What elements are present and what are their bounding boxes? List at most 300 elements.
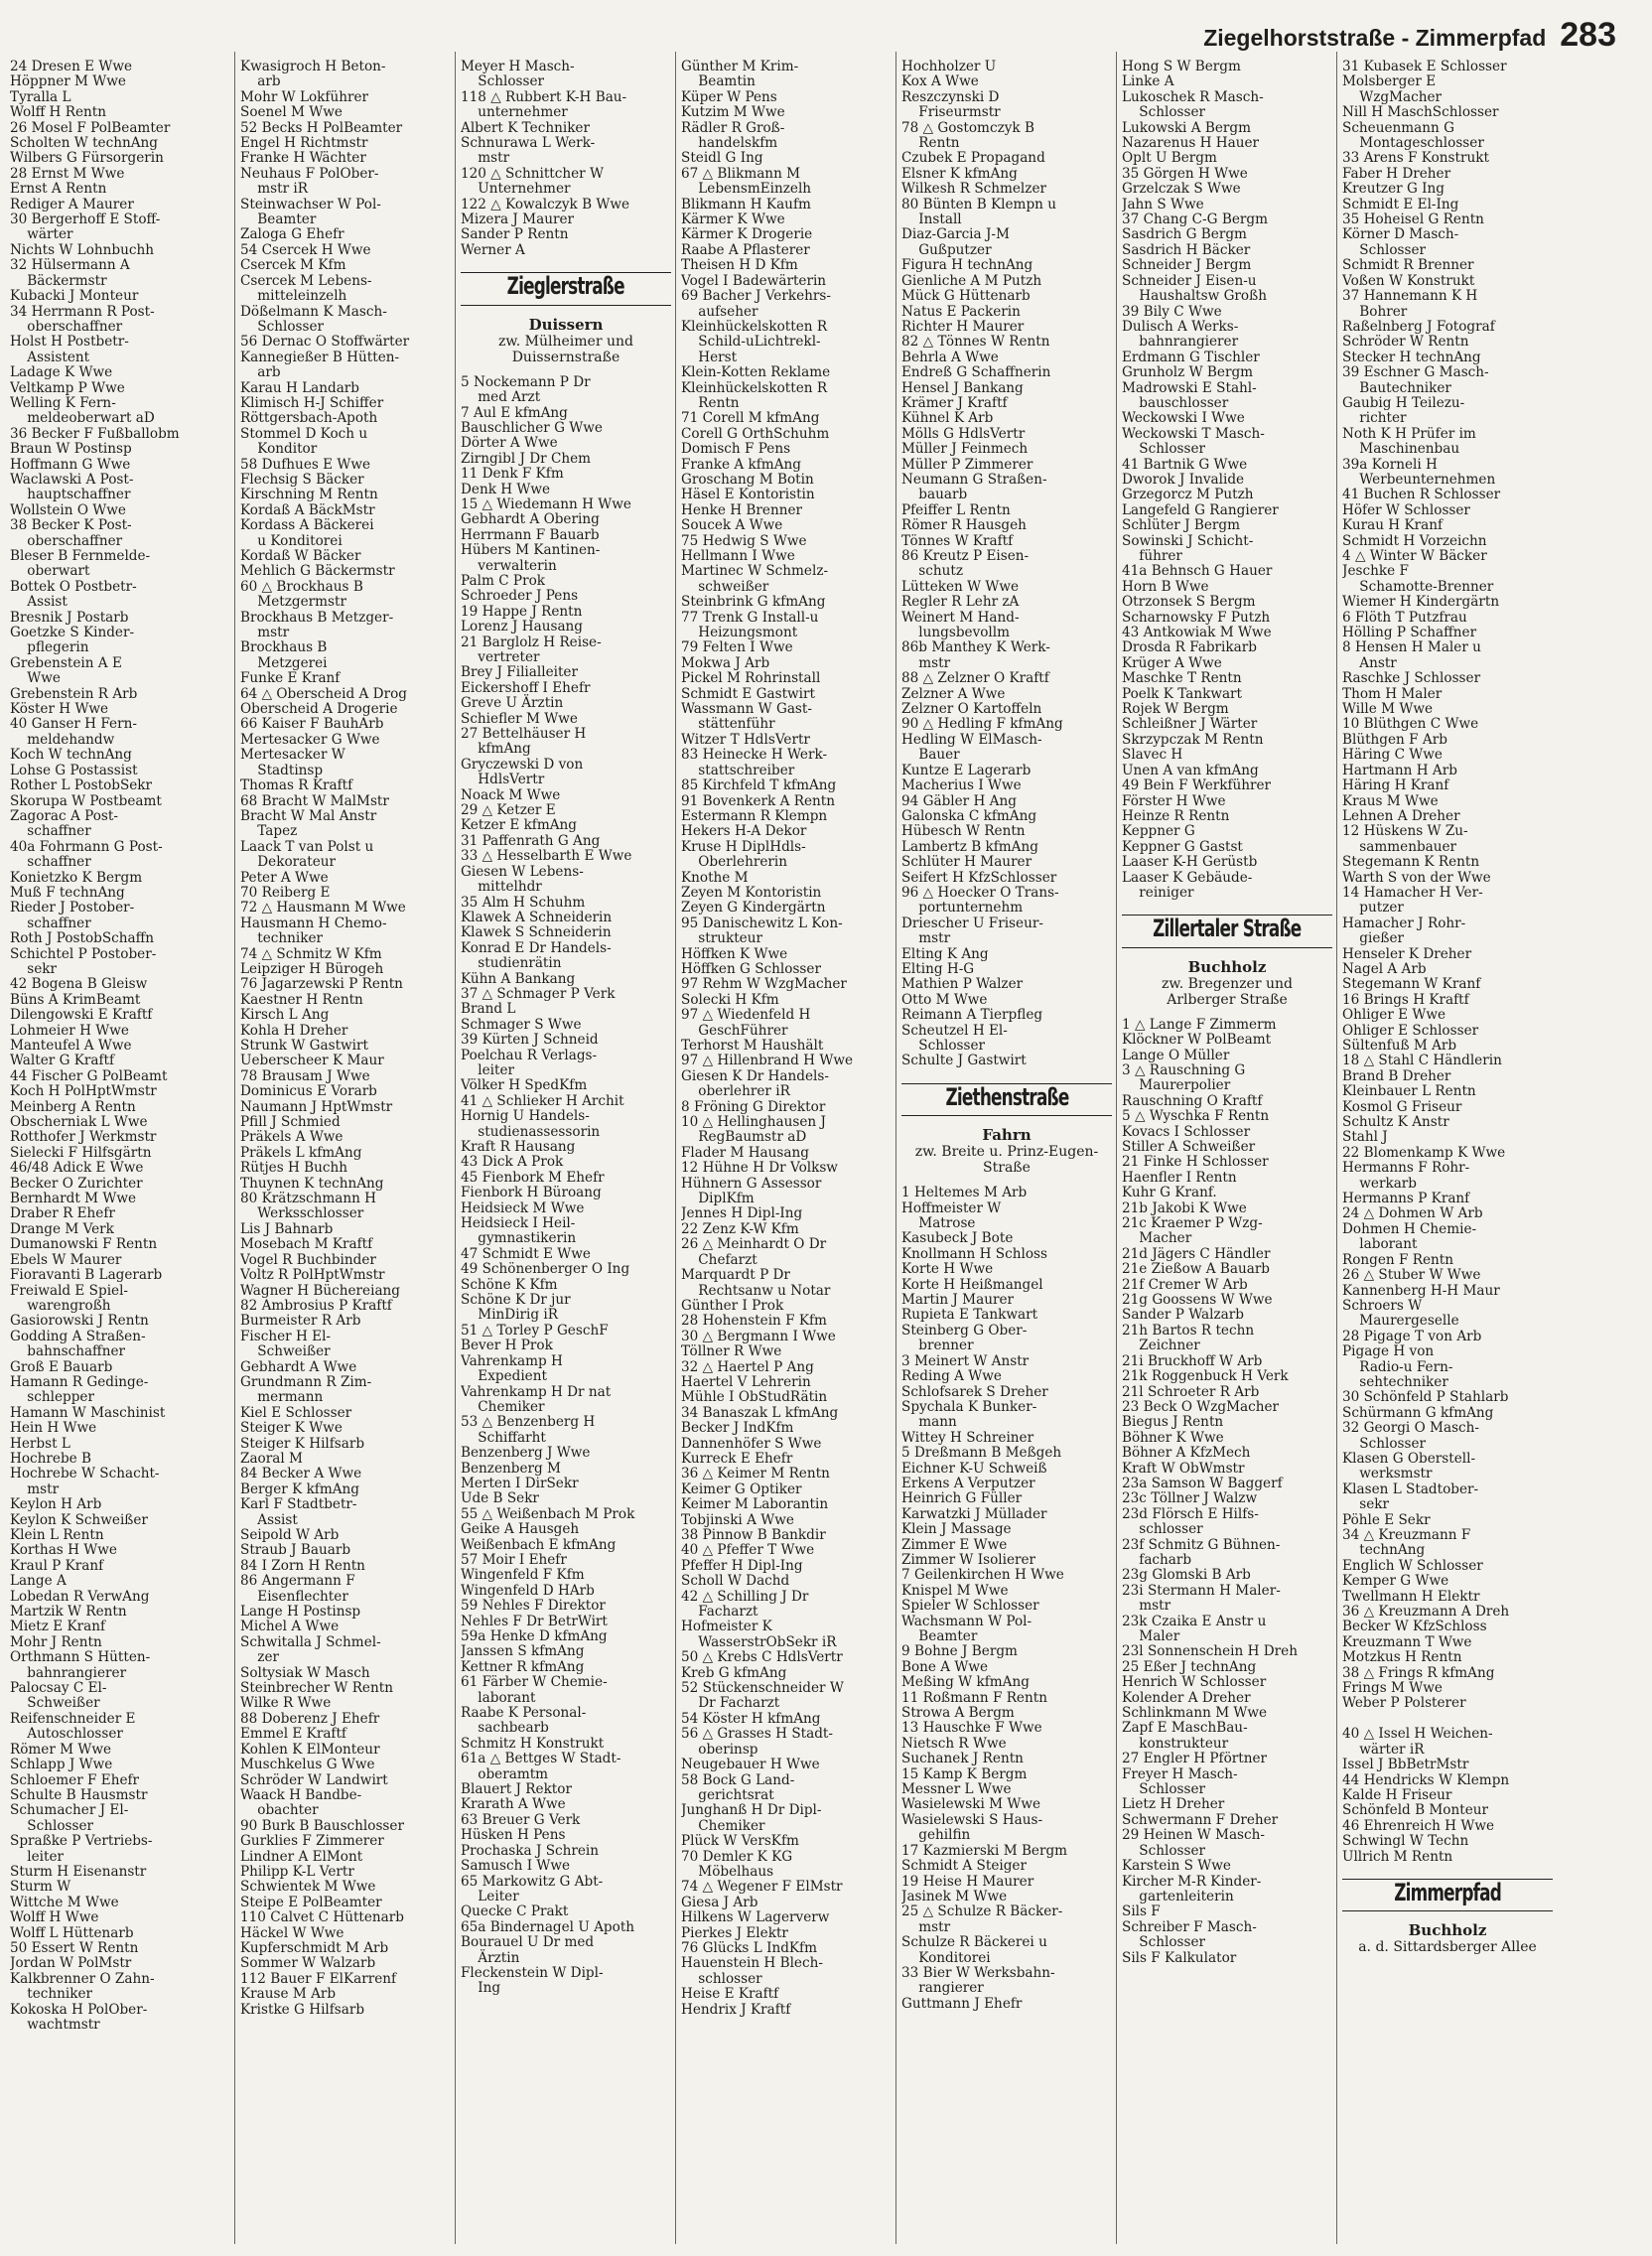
directory-entry: 3 Meinert W Anstr xyxy=(901,1352,1030,1369)
directory-entry: Facharzt xyxy=(681,1604,758,1621)
directory-entry: Krämer J Kraftf xyxy=(901,394,1008,411)
directory-entry: Palocsay C El- xyxy=(10,1680,107,1697)
directory-entry: Schürmann G kfmAng xyxy=(1342,1404,1494,1421)
directory-entry: Schwermann F Dreher xyxy=(1122,1811,1279,1828)
directory-entry: Keimer M Laborantin xyxy=(681,1496,829,1513)
directory-entry: facharb xyxy=(1122,1551,1192,1568)
directory-entry: Hensel J Bankang xyxy=(901,379,1024,396)
directory-entry: Hübesch W Rentn xyxy=(901,823,1026,840)
directory-entry: 36 △ Kreuzmann A Dreh xyxy=(1342,1604,1510,1621)
directory-entry: oberamtm xyxy=(461,1765,549,1782)
directory-entry: 26 △ Stuber W Wwe xyxy=(1342,1267,1481,1284)
directory-entry: 49 Bein F Werkführer xyxy=(1122,777,1272,794)
directory-entry: Maschinenbau xyxy=(1342,441,1460,458)
directory-entry: Martinec W Schmelz- xyxy=(681,563,829,580)
directory-entry: 11 Denk F Kfm xyxy=(461,466,564,483)
directory-entry: Philipp K-L Vertr xyxy=(240,1863,354,1880)
directory-entry: Zapf E MaschBau- xyxy=(1122,1720,1248,1737)
directory-entry: 91 Bovenkerk A Rentn xyxy=(681,792,836,809)
directory-entry: Assist xyxy=(240,1511,298,1528)
directory-entry: 37 Chang C-G Bergm xyxy=(1122,212,1268,228)
directory-entry: Gußputzer xyxy=(901,241,992,258)
directory-entry: Keylon H Arb xyxy=(10,1496,102,1513)
directory-entry: Jeschke F xyxy=(1342,563,1409,580)
directory-entry: Steidl G Ing xyxy=(681,150,763,167)
directory-entry: Thomas R Kraftf xyxy=(240,777,353,794)
directory-entry: schlosser xyxy=(681,1970,762,1987)
street-heading xyxy=(461,272,671,305)
directory-entry: Kosmol G Friseur xyxy=(1342,1098,1462,1115)
directory-entry: pflegerin xyxy=(10,639,89,656)
directory-entry: Dekorateur xyxy=(240,854,337,871)
directory-entry: 33 Bier W Werksbahn- xyxy=(901,1964,1055,1981)
directory-entry: 84 Becker A Wwe xyxy=(240,1466,362,1482)
directory-entry: Oplt U Bergm xyxy=(1122,150,1217,167)
directory-entry: 13 Hauschke F Wwe xyxy=(901,1720,1042,1737)
directory-entry: Chefarzt xyxy=(681,1251,757,1268)
directory-entry: Rotthofer J Werkmstr xyxy=(10,1129,157,1146)
directory-entry: Franke A kfmAng xyxy=(681,456,801,473)
directory-entry: Becker W KfzSchloss xyxy=(1342,1619,1487,1635)
directory-entry: meldeoberwart aD xyxy=(10,410,155,427)
directory-entry: Kühn A Bankang xyxy=(461,970,576,987)
directory-entry: Rentn xyxy=(901,135,960,152)
directory-entry: 53 △ Benzenberg H xyxy=(461,1414,596,1431)
directory-entry: Schmager S Wwe xyxy=(461,1016,582,1033)
directory-entry: Hamacher J Rohr- xyxy=(1342,915,1466,931)
directory-entry: Günther M Krim- xyxy=(681,60,799,74)
directory-entry: Drange M Verk xyxy=(10,1220,114,1237)
directory-entry: Lehnen A Dreher xyxy=(1342,807,1460,824)
directory-entry: 29 Heinen W Masch- xyxy=(1122,1827,1265,1844)
directory-entry: Hein H Wwe xyxy=(10,1420,97,1437)
directory-entry: Lohse G Postassist xyxy=(10,762,138,778)
directory-entry: 38 △ Frings R kfmAng xyxy=(1342,1664,1495,1681)
directory-entry: 23k Czaika E Anstr u xyxy=(1122,1613,1267,1629)
directory-entry: 90 △ Hedling F kfmAng xyxy=(901,716,1063,733)
directory-entry: Neugebauer H Wwe xyxy=(681,1757,820,1773)
directory-entry: Ärztin xyxy=(461,1949,520,1966)
directory-entry: Peter A Wwe xyxy=(240,869,329,886)
directory-entry: zer xyxy=(240,1649,279,1666)
directory-entry: Mühle I ObStudRätin xyxy=(681,1389,828,1406)
directory-entry: Beamter xyxy=(901,1628,978,1644)
directory-entry: Schlapp J Wwe xyxy=(10,1757,113,1773)
directory-entry: Denk H Wwe xyxy=(461,481,551,497)
directory-entry: Sasdrich H Bäcker xyxy=(1122,241,1251,258)
directory-entry: Muß F technAng xyxy=(10,884,125,901)
directory-entry: Giesen W Lebens- xyxy=(461,863,584,880)
directory-entry: Schreiber F Masch- xyxy=(1122,1918,1257,1935)
directory-entry: Schild-uLichtrekl- xyxy=(681,334,821,351)
directory-entry: Expedient xyxy=(461,1368,547,1385)
directory-entry: 118 △ Rubbert K-H Bau- xyxy=(461,88,627,105)
directory-entry: sachbearb xyxy=(461,1720,549,1737)
directory-entry: Kovacs I Schlosser xyxy=(1122,1123,1251,1140)
directory-entry: Grzelczak S Wwe xyxy=(1122,181,1241,198)
directory-entry: Raabe K Personal- xyxy=(461,1705,587,1722)
directory-entry: Dohmen H Chemie- xyxy=(1342,1220,1477,1237)
directory-entry: Neumann G Straßen- xyxy=(901,471,1047,488)
directory-entry: Hermanns F Rohr- xyxy=(1342,1160,1470,1177)
directory-entry: Kettner R kfmAng xyxy=(461,1658,585,1675)
directory-entry: Rediger A Maurer xyxy=(10,196,134,212)
directory-entry: Reifenschneider E xyxy=(10,1710,136,1727)
directory-entry: Schneider J Bergm xyxy=(1122,257,1252,274)
directory-entry: Heinze R Rentn xyxy=(1122,807,1230,824)
directory-entry: arb xyxy=(240,73,281,90)
directory-entry: Engel H Richtmstr xyxy=(240,135,368,152)
directory-entry: Wolff H Rentn xyxy=(10,104,106,121)
directory-entry: Dilengowski E Kraftf xyxy=(10,1007,153,1024)
directory-entry: Stiller A Schweißer xyxy=(1122,1139,1256,1155)
directory-entry: Goetzke S Kinder- xyxy=(10,625,135,641)
directory-entry: Natus E Packerin xyxy=(901,303,1021,320)
directory-entry: 30 Bergerhoff E Stoff- xyxy=(10,212,161,228)
directory-entry: Prochaska J Schrein xyxy=(461,1842,600,1859)
directory-entry: Dworok J Invalide xyxy=(1122,471,1245,488)
directory-entry xyxy=(1342,1712,1553,1727)
directory-entry: 57 Moir I Ehefr xyxy=(461,1551,567,1568)
directory-entry: Pfill J Schmied xyxy=(240,1114,341,1131)
directory-entry: Dörter A Wwe xyxy=(461,435,558,452)
directory-entry: Dößelmann K Masch- xyxy=(240,303,387,320)
directory-entry: 120 △ Schnittcher W xyxy=(461,165,604,182)
directory-entry: Obscherniak L Wwe xyxy=(10,1114,148,1131)
directory-entry: Godding A Straßen- xyxy=(10,1328,146,1344)
directory-entry: Kraft R Hausang xyxy=(461,1139,576,1155)
directory-entry: 78 △ Gostomczyk B xyxy=(901,119,1034,136)
directory-entry: 83 Heinecke H Werk- xyxy=(681,747,828,764)
directory-entry: Nagel A Arb xyxy=(1342,960,1427,977)
column-1 xyxy=(10,60,230,2244)
directory-entry: Motzkus H Rentn xyxy=(1342,1649,1462,1666)
directory-entry: 49 Schönenberger O Ing xyxy=(461,1261,630,1278)
directory-entry: Franke H Wächter xyxy=(240,150,366,167)
directory-entry: 77 Trenk G Install-u xyxy=(681,609,819,626)
directory-entry: Werner A xyxy=(461,241,525,258)
directory-entry: Mehlich G Bäckermstr xyxy=(240,563,395,580)
column-7 xyxy=(1342,60,1553,2244)
directory-entry: Hellmann I Wwe xyxy=(681,548,795,564)
directory-entry: Kupferschmidt M Arb xyxy=(240,1939,389,1956)
directory-entry: Weckowski I Wwe xyxy=(1122,410,1245,427)
directory-entry: Lukoschek R Masch- xyxy=(1122,88,1264,105)
directory-entry: gartenleiterin xyxy=(1122,1888,1234,1904)
directory-entry: hauptschaffner xyxy=(10,487,131,503)
directory-entry: gießer xyxy=(1342,930,1405,947)
directory-entry: Funke E Kranf xyxy=(240,670,341,687)
directory-entry: Förster H Wwe xyxy=(1122,792,1226,809)
directory-entry: handelskfm xyxy=(681,135,778,152)
directory-entry: gymnastikerin xyxy=(461,1230,577,1247)
directory-entry: mstr xyxy=(901,654,951,671)
directory-entry: Hoffmann G Wwe xyxy=(10,456,131,473)
directory-entry: 35 Hoheisel G Rentn xyxy=(1342,212,1484,228)
directory-entry: Sommer W Walzarb xyxy=(240,1955,376,1972)
directory-entry: Präkels A Wwe xyxy=(240,1129,344,1146)
directory-entry: Geike A Hausgeh xyxy=(461,1521,580,1538)
directory-entry: Schlosser xyxy=(1122,1842,1205,1859)
directory-entry: Flechsig S Bäcker xyxy=(240,471,364,488)
directory-entry: mstr xyxy=(240,625,290,641)
directory-entry: Mokwa J Arb xyxy=(681,654,770,671)
directory-entry: 37 △ Schmager P Verk xyxy=(461,985,616,1002)
directory-entry: 51 △ Torley P GeschF xyxy=(461,1322,609,1339)
directory-entry: Frings M Wwe xyxy=(1342,1680,1443,1697)
directory-entry: mann xyxy=(901,1414,957,1431)
directory-entry: Issel J BbBetrMstr xyxy=(1342,1757,1469,1773)
directory-entry: mstr xyxy=(461,150,510,167)
directory-entry: mittelhdr xyxy=(461,879,542,896)
directory-entry: Pöhle E Sekr xyxy=(1342,1511,1431,1528)
directory-entry: 59a Henke D kfmAng xyxy=(461,1628,608,1644)
directory-entry: Pigage H von xyxy=(1342,1343,1435,1360)
directory-entry: Henke H Brenner xyxy=(681,501,803,518)
directory-entry: Maler xyxy=(1122,1628,1180,1644)
column-5 xyxy=(901,60,1112,2244)
directory-entry: Zirngibl J Dr Chem xyxy=(461,450,592,467)
directory-entry: Englich W Schlosser xyxy=(1342,1557,1483,1574)
directory-entry: 23g Glomski B Arb xyxy=(1122,1567,1251,1584)
directory-entry: 8 Fröning G Direktor xyxy=(681,1098,826,1115)
street-range: Arlberger Straße xyxy=(1167,991,1288,1008)
directory-entry: Rütjes H Buchh xyxy=(240,1160,348,1177)
directory-entry: 97 △ Hillenbrand H Wwe xyxy=(681,1053,854,1069)
directory-entry: mermann xyxy=(240,1389,324,1406)
directory-entry: Schlosser xyxy=(461,73,544,90)
directory-entry: Emmel E Kraftf xyxy=(240,1726,346,1743)
directory-entry: 78 Brausam J Wwe xyxy=(240,1067,370,1084)
directory-entry: Warth S von der Wwe xyxy=(1342,869,1491,886)
directory-entry: 52 Becks H PolBeamter xyxy=(240,119,403,136)
directory-entry: unternehmer xyxy=(461,104,568,121)
directory-entry: Hochrebe W Schacht- xyxy=(10,1466,160,1482)
directory-entry: Gasiorowski J Rentn xyxy=(10,1313,149,1330)
directory-entry: Schwientek M Wwe xyxy=(240,1879,376,1896)
directory-entry: Töllner R Wwe xyxy=(681,1343,782,1360)
directory-entry: 8 Hensen H Maler u xyxy=(1342,639,1481,656)
directory-entry: studienassessorin xyxy=(461,1123,601,1140)
directory-entry: Kircher M-R Kinder- xyxy=(1122,1873,1262,1890)
directory-entry: Kuntze E Lagerarb xyxy=(901,762,1032,778)
directory-entry: Kannenberg H-H Maur xyxy=(1342,1282,1500,1299)
directory-entry: Michel A Wwe xyxy=(240,1619,340,1635)
directory-entry: 75 Hedwig S Wwe xyxy=(681,532,807,549)
directory-entry: Lohmeier H Wwe xyxy=(10,1022,129,1039)
directory-entry: Walter G Kraftf xyxy=(10,1053,115,1069)
directory-entry: Klawek S Schneiderin xyxy=(461,924,612,941)
directory-entry: 37 Hannemann K H xyxy=(1342,288,1478,305)
directory-entry: Tobjinski A Wwe xyxy=(681,1511,794,1528)
directory-entry: Hedling W ElMasch- xyxy=(901,731,1042,748)
directory-entry: 88 Doberenz J Ehefr xyxy=(240,1710,380,1727)
directory-entry: 39 Bily C Wwe xyxy=(1122,303,1222,320)
directory-entry: Werksschlosser xyxy=(240,1205,364,1222)
directory-entry: 23d Flörsch E Hilfs- xyxy=(1122,1505,1259,1522)
directory-entry: Grunholz W Bergm xyxy=(1122,364,1254,381)
directory-entry: 25 Eßer J technAng xyxy=(1122,1658,1257,1675)
directory-entry: Scheutzel H El- xyxy=(901,1022,1008,1039)
directory-entry: 71 Corell M kfmAng xyxy=(681,410,820,427)
column-6 xyxy=(1122,60,1332,2244)
directory-entry: Figura H technAng xyxy=(901,257,1033,274)
directory-entry: Hühnern G Assessor xyxy=(681,1175,822,1192)
directory-entry: 50 △ Krebs C HdlsVertr xyxy=(681,1649,843,1666)
directory-entry: Häsel E Kontoristin xyxy=(681,487,815,503)
directory-entry: Schichtel P Postober- xyxy=(10,945,157,962)
directory-entry: Zelzner A Wwe xyxy=(901,685,1006,702)
directory-entry: Karwatzki J Müllader xyxy=(901,1505,1047,1522)
directory-entry: 43 Dick A Prok xyxy=(461,1154,564,1171)
directory-entry: Jahn S Wwe xyxy=(1122,196,1204,212)
directory-entry: Becker J IndKfm xyxy=(681,1420,794,1437)
directory-entry: Roth J PostobSchaffn xyxy=(10,930,155,947)
directory-entry: Raabe A Pflasterer xyxy=(681,241,810,258)
directory-entry: Raßelnberg J Fotograf xyxy=(1342,318,1495,335)
directory-entry: technAng xyxy=(1342,1542,1426,1559)
directory-entry: Burmeister R Arb xyxy=(240,1313,361,1330)
directory-entry: Friseurmstr xyxy=(901,104,1001,121)
directory-entry: Voßen W Konstrukt xyxy=(1342,272,1475,289)
directory-entry: 55 △ Weißenbach M Prok xyxy=(461,1505,635,1522)
directory-entry: Koch H PolHptWmstr xyxy=(10,1083,157,1100)
directory-entry: Korte H Heißmangel xyxy=(901,1276,1043,1293)
directory-entry: Schlüter J Bergm xyxy=(1122,517,1241,534)
directory-entry: Klawek A Schneiderin xyxy=(461,909,613,925)
directory-entry: Heizungsmont xyxy=(681,625,798,641)
directory-entry: 33 △ Hesselbarth E Wwe xyxy=(461,848,632,865)
directory-entry: 84 I Zorn H Rentn xyxy=(240,1557,365,1574)
directory-entry: Jordan W PolMstr xyxy=(10,1955,132,1972)
directory-entry: Heidsieck I Heil- xyxy=(461,1215,576,1232)
directory-entry: Theisen H D Kfm xyxy=(681,257,798,274)
directory-entry: MinDirig iR xyxy=(461,1307,559,1324)
directory-entry: Kirsch L Ang xyxy=(240,1007,330,1024)
directory-entry: 65a Bindernagel U Apoth xyxy=(461,1918,635,1935)
directory-entry: Sander P Walzarb xyxy=(1122,1307,1244,1324)
directory-entry: 19 Heise H Maurer xyxy=(901,1873,1034,1890)
directory-entry: Weckowski T Masch- xyxy=(1122,425,1265,442)
directory-entry: 41 Buchen R Schlosser xyxy=(1342,487,1501,503)
directory-entry: 21l Schroeter R Arb xyxy=(1122,1383,1260,1400)
directory-entry: Krüger A Wwe xyxy=(1122,654,1222,671)
directory-entry: Höfer W Schlosser xyxy=(1342,501,1470,518)
directory-entry: Kleinhückelskotten R xyxy=(681,318,828,335)
directory-entry: Steiger K Hilfsarb xyxy=(240,1435,365,1452)
directory-entry: Hoffmeister W xyxy=(901,1199,1002,1216)
directory-entry: 97 Rehm W WzgMacher xyxy=(681,976,847,993)
directory-entry: Martin J Maurer xyxy=(901,1292,1014,1309)
directory-entry: Wille M Wwe xyxy=(1342,701,1434,718)
directory-entry: Körner D Masch- xyxy=(1342,226,1459,243)
directory-entry: Wilkesh R Schmelzer xyxy=(901,181,1046,198)
directory-entry: Orthmann S Hütten- xyxy=(10,1649,151,1666)
directory-entry: 40 △ Pfeffer T Wwe xyxy=(681,1542,815,1559)
column-3 xyxy=(461,60,671,2244)
directory-entry: bahnschaffner xyxy=(10,1343,126,1360)
directory-entry: Grundmann R Zim- xyxy=(240,1373,372,1390)
directory-entry: Laaser K Gebäude- xyxy=(1122,869,1253,886)
directory-entry: Mück G Hüttenarb xyxy=(901,288,1031,305)
directory-entry: Wasielewski M Wwe xyxy=(901,1796,1041,1813)
directory-entry: 14 Hamacher H Ver- xyxy=(1342,884,1483,901)
directory-entry: 7 Geilenkirchen H Wwe xyxy=(901,1567,1064,1584)
directory-entry: Möbelhaus xyxy=(681,1863,774,1880)
directory-entry: Klimisch H-J Schiffer xyxy=(240,394,384,411)
directory-entry: Schlofsarek S Dreher xyxy=(901,1383,1048,1400)
directory-entry: Schmidt H Vorzeichn xyxy=(1342,532,1487,549)
directory-entry: Sils F Kalkulator xyxy=(1122,1949,1237,1966)
directory-entry: 56 △ Grasses H Stadt- xyxy=(681,1726,833,1743)
directory-entry: Lorenz J Hausang xyxy=(461,619,584,635)
directory-entry: 9 Bohne J Bergm xyxy=(901,1643,1018,1660)
directory-entry: Eisenflechter xyxy=(240,1588,348,1605)
directory-entry: Seipold W Arb xyxy=(240,1527,340,1543)
directory-entry: Rädler R Groß- xyxy=(681,119,785,136)
directory-entry: Schmidt E Gastwirt xyxy=(681,685,815,702)
directory-entry: schaffner xyxy=(10,915,91,931)
directory-entry: Martzik W Rentn xyxy=(10,1604,127,1621)
directory-entry: Henrich W Schlosser xyxy=(1122,1674,1267,1691)
directory-entry: 72 △ Hausmann M Wwe xyxy=(240,900,406,916)
directory-entry: Spieler W Schlosser xyxy=(901,1598,1039,1615)
directory-entry: Fienbork H Büroang xyxy=(461,1185,602,1201)
directory-entry: Wilke R Wwe xyxy=(240,1695,332,1712)
directory-entry: 11 Roßmann F Rentn xyxy=(901,1689,1047,1706)
directory-entry: Estermann R Klempn xyxy=(681,807,828,824)
directory-entry: Zeyen G Kindergärtn xyxy=(681,900,826,916)
directory-entry: 39a Korneli H xyxy=(1342,456,1438,473)
directory-entry: Thom H Maler xyxy=(1342,685,1443,702)
directory-entry: Ebels W Maurer xyxy=(10,1251,122,1268)
directory-entry: Blüthgen F Arb xyxy=(1342,731,1447,748)
directory-entry: 44 Hendricks W Klempn xyxy=(1342,1771,1510,1788)
directory-entry: 1 △ Lange F Zimmerm xyxy=(1122,1016,1277,1033)
directory-entry: 15 △ Wiedemann H Wwe xyxy=(461,495,631,512)
directory-entry: Welling K Fern- xyxy=(10,394,116,411)
directory-entry: Gebhardt A Obering xyxy=(461,511,600,528)
directory-entry: Wingenfeld D HArb xyxy=(461,1582,595,1599)
directory-entry: 23c Töllner J Walzw xyxy=(1122,1490,1258,1507)
directory-entry: Karau H Landarb xyxy=(240,379,360,396)
directory-entry: Rupieta E Tankwart xyxy=(901,1307,1038,1324)
directory-entry: Faber H Dreher xyxy=(1342,165,1451,182)
directory-entry: Lambertz B kfmAng xyxy=(901,838,1038,855)
directory-entry: Karl F Stadtbetr- xyxy=(240,1496,357,1513)
directory-entry: schutz xyxy=(901,563,964,580)
directory-entry: Skrzypczak M Rentn xyxy=(1122,731,1264,748)
directory-entry: Laaser K-H Gerüstb xyxy=(1122,854,1258,871)
directory-entry: 17 Kazmierski M Bergm xyxy=(901,1842,1068,1859)
directory-entry: 86 Kreutz P Eisen- xyxy=(901,548,1030,564)
directory-entry: Schloemer F Ehefr xyxy=(10,1771,140,1788)
directory-entry: 28 Ernst M Wwe xyxy=(10,165,125,182)
directory-entry: 70 Reiberg E xyxy=(240,884,331,901)
directory-entry: Kutzim M Wwe xyxy=(681,104,785,121)
directory-entry: Schneider J Eisen-u xyxy=(1122,272,1257,289)
directory-entry: Röttgersbach-Apoth xyxy=(240,410,378,427)
directory-entry: Dannenhöfer S Wwe xyxy=(681,1435,822,1452)
directory-entry: Tapez xyxy=(240,823,298,840)
directory-entry: Böhner K Wwe xyxy=(1122,1429,1224,1446)
directory-entry: 4 △ Winter W Bäcker xyxy=(1342,548,1487,564)
directory-entry: 33 Arens F Konstrukt xyxy=(1342,150,1489,167)
directory-entry: Strowa A Bergm xyxy=(901,1705,1015,1722)
directory-entry: Kraft W ObWmstr xyxy=(1122,1460,1245,1477)
directory-entry: Mietz E Kranf xyxy=(10,1619,106,1635)
directory-entry: Schmidt A Steiger xyxy=(901,1858,1027,1875)
